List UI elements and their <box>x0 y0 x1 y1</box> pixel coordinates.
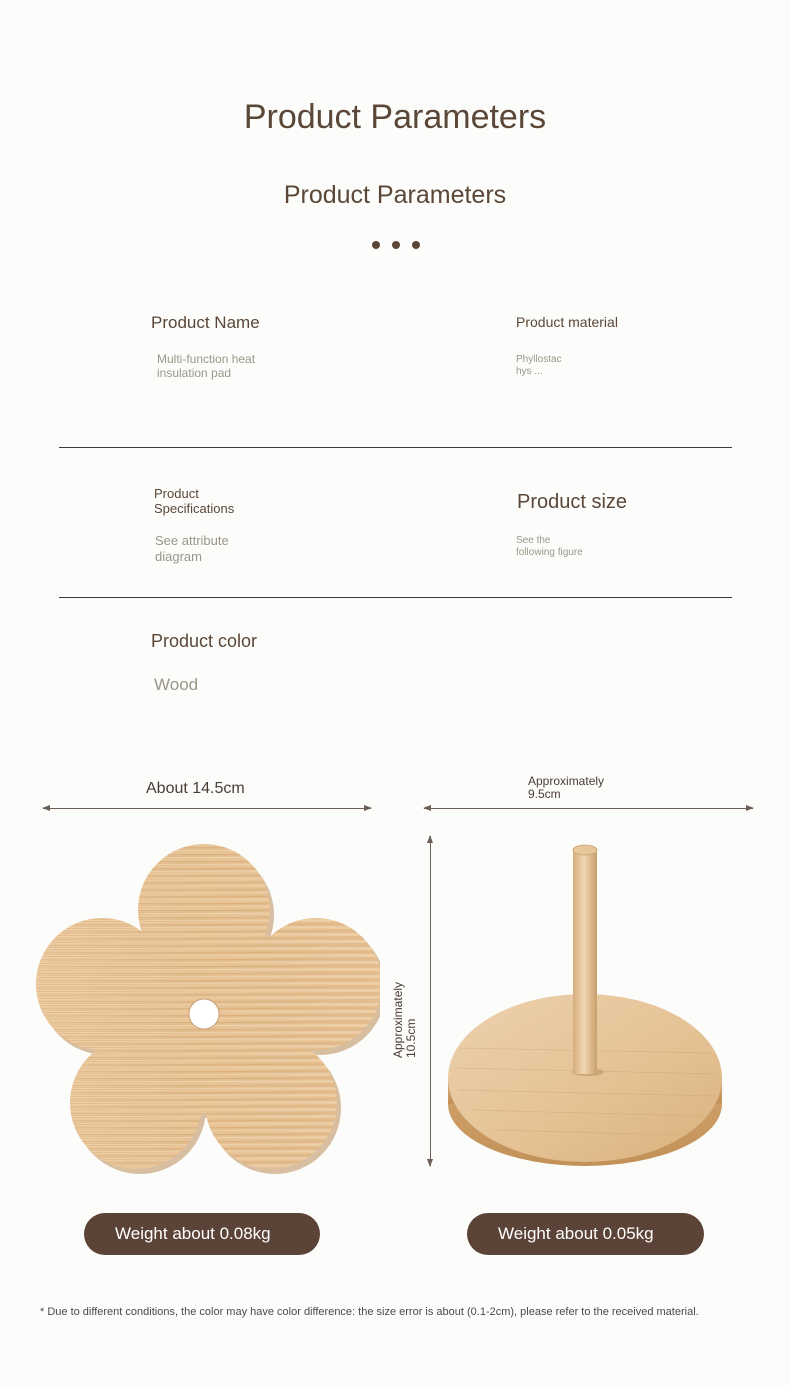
product-size-label: Product size <box>517 491 628 513</box>
divider <box>59 597 732 598</box>
product-material-value-line2: hys ... <box>516 366 543 377</box>
product-specifications-value-line2: diagram <box>155 548 202 564</box>
holder-width-label-line2: 9.5cm <box>528 787 561 802</box>
product-material-value-line1: Phyllostac <box>516 354 562 365</box>
holder-height-arrow <box>430 836 431 1166</box>
product-specifications-value <box>155 533 229 564</box>
decorative-dots <box>372 241 420 251</box>
product-size-value-line1: See the <box>516 535 551 546</box>
product-size-value-line2: following figure <box>516 547 583 558</box>
product-name-label: Product Name <box>151 313 260 332</box>
disclaimer-footnote: * Due to different conditions, the color may have color difference: the size error is about (0.1-2cm), please refer to the received material. <box>40 1306 699 1318</box>
holder-height-label <box>392 982 419 1058</box>
product-name-value-line2: insulation pad <box>157 366 232 381</box>
holder-width-label <box>528 775 604 802</box>
section-subtitle: Product Parameters <box>283 181 507 209</box>
holder-width-arrow <box>424 808 753 809</box>
product-color-label: Product color <box>151 631 258 651</box>
page-title: Product Parameters <box>243 98 547 136</box>
product-size-value <box>516 535 583 559</box>
holder-width-label-line1: Approximately <box>528 774 605 788</box>
product-material-label: Product material <box>516 314 618 330</box>
holder-weight-badge: Weight about 0.05kg <box>467 1213 704 1255</box>
product-color-value: Wood <box>154 675 199 694</box>
product-specifications-label <box>154 487 234 517</box>
product-name-value <box>157 352 255 381</box>
dot-icon <box>372 241 380 249</box>
pad-width-label: About 14.5cm <box>146 780 245 797</box>
pad-weight-badge: Weight about 0.08kg <box>84 1213 320 1255</box>
product-specifications-label-line2: Specifications <box>154 500 235 516</box>
divider <box>59 447 732 448</box>
flower-pad-image <box>30 838 380 1178</box>
holder-height-label-line1: Approximately <box>391 981 405 1058</box>
product-specifications-label-line1: Product <box>154 486 199 501</box>
holder-height-label-line2: 10.5cm <box>404 1018 419 1058</box>
holder-image <box>440 838 740 1178</box>
product-material-value <box>516 354 562 378</box>
product-specifications-value-line1: See attribute <box>155 533 229 548</box>
product-name-value-line1: Multi-function heat <box>157 352 256 366</box>
pad-width-arrow <box>43 808 371 809</box>
dot-icon <box>392 241 400 249</box>
dot-icon <box>412 241 420 249</box>
